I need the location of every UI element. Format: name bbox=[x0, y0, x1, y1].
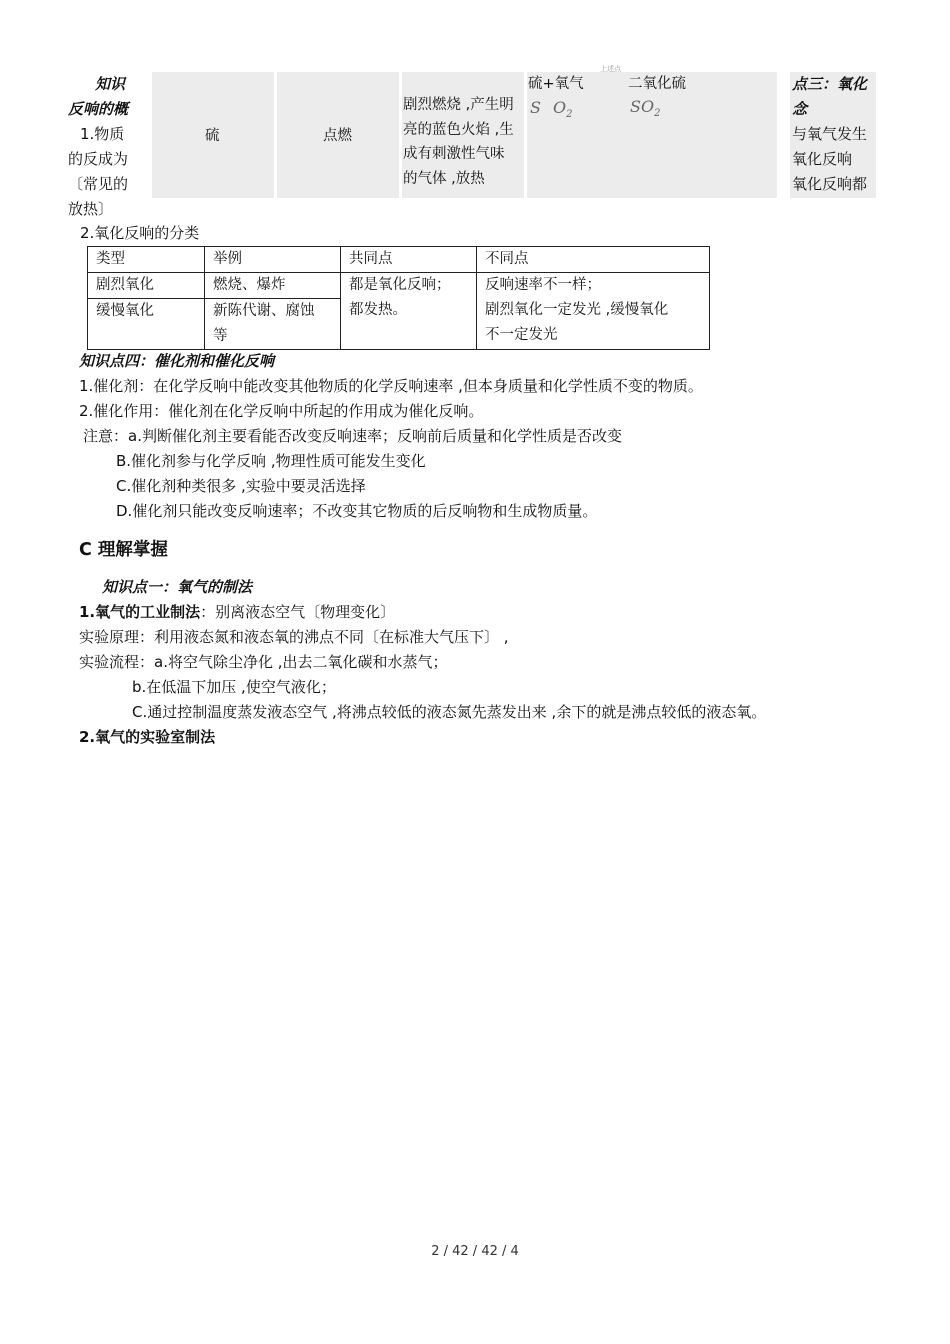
paragraph: 1.催化剂：在化学反响中能改变其他物质的化学反响速率 ,但本身质量和化学性质不变的物质。 bbox=[79, 377, 703, 395]
formula-s: S bbox=[530, 98, 541, 117]
table-cell-diff: 反响速率不一样； 剧烈氧化一定发光 ,缓慢氧化 不一定发光 bbox=[477, 273, 710, 350]
table-header-row bbox=[88, 247, 710, 273]
subsection-title: 知识点一：氧气的制法 bbox=[102, 578, 253, 596]
ox-class-title: 2.氧化反响的分类 bbox=[80, 224, 200, 242]
section-heading: C 理解掌握 bbox=[79, 540, 168, 560]
equation-product: 二氧化硫 bbox=[628, 76, 686, 92]
formula-so2: $SO_2$ bbox=[630, 97, 661, 120]
cell-phenomenon: 剧烈燃烧 ,产生明 亮的蓝色火焰 ,生 成有刺激性气味 的气体 ,放热 bbox=[403, 97, 514, 187]
paragraph: 1.氧气的工业制法：别离液态空气〔物理变化〕 bbox=[79, 603, 396, 621]
right-column: 点三：氧化 念 与氧气发生 氧化反响 氧化反响都 bbox=[792, 75, 868, 193]
paragraph: 注意：a.判断催化剂主要看能否改变反响速率；反响前后质量和化学性质是否改变 bbox=[83, 427, 622, 445]
table-row bbox=[88, 273, 710, 299]
cell-substance: 硫 bbox=[205, 128, 220, 144]
left-column: 知识 反响的概 1.物质 的反成为 〔常见的 放热〕 bbox=[68, 75, 129, 218]
section-title: 知识点四：催化剂和催化反响 bbox=[79, 352, 275, 370]
note-line: B.催化剂参与化学反响 ,物理性质可能发生变化 bbox=[116, 452, 426, 470]
table-cell: 燃烧、爆炸 bbox=[205, 273, 341, 299]
paragraph: 实验流程：a.将空气除尘净化 ,出去二氧化碳和水蒸气； bbox=[79, 653, 448, 671]
table-header-cell: 不同点 bbox=[477, 247, 710, 273]
note-line: C.催化剂种类很多 ,实验中要灵活选择 bbox=[116, 477, 366, 495]
table-cell-common: 都是氧化反响； 都发热。 bbox=[341, 273, 477, 350]
flow-step: b.在低温下加压 ,使空气液化； bbox=[132, 678, 336, 696]
cell-condition: 点燃 bbox=[323, 128, 352, 144]
table-cell: 新陈代谢、腐蚀 等 bbox=[205, 299, 341, 350]
table-header-cell: 类型 bbox=[88, 247, 205, 273]
equation-reactants: 硫+氧气 bbox=[528, 76, 584, 92]
flow-step: C.通过控制温度蒸发液态空气 ,将沸点较低的液态氮先蒸发出来 ,余下的就是沸点较低的液态氧。 bbox=[132, 703, 767, 721]
section-oxygen-prep bbox=[79, 575, 919, 750]
table-cell: 缓慢氧化 bbox=[88, 299, 205, 350]
paragraph: 2.氧气的实验室制法 bbox=[79, 728, 216, 746]
table-header-cell: 举例 bbox=[205, 247, 341, 273]
ox-class-table bbox=[87, 246, 710, 350]
paragraph: 实验原理：利用液态氮和液态氧的沸点不同〔在标准大气压下〕 , bbox=[79, 628, 509, 646]
formula-o2: $O_2$ bbox=[553, 98, 573, 121]
equation-tiny-label: 上述点 bbox=[600, 65, 621, 73]
table-cell: 剧烈氧化 bbox=[88, 273, 205, 299]
note-line: D.催化剂只能改变反响速率；不改变其它物质的后反响物和生成物质量。 bbox=[116, 502, 598, 520]
page-number: 2 / 42 / 42 / 4 bbox=[431, 1244, 519, 1259]
paragraph: 2.催化作用：催化剂在化学反响中所起的作用成为催化反响。 bbox=[79, 402, 484, 420]
section-catalyst bbox=[79, 349, 919, 524]
table-header-cell: 共同点 bbox=[341, 247, 477, 273]
